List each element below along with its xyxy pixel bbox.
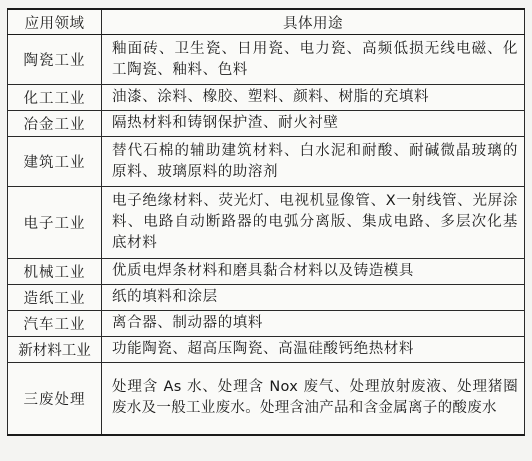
table-row — [8, 111, 525, 137]
row-usage: 隔热材料和铸钢保护渣、耐火衬壁 — [102, 111, 525, 137]
table-row — [8, 363, 525, 435]
row-usage: 离合器、制动器的填料 — [102, 311, 525, 337]
row-usage: 纸的填料和涂层 — [102, 285, 525, 311]
row-usage: 电子绝缘材料、荧光灯、电视机显像管、X一射线管、光屏涂料、电路自动断路器的电弧分离版、集成电路、多层次化基底材料 — [102, 187, 525, 259]
table-row — [8, 259, 525, 285]
table-row — [8, 35, 525, 85]
table-row — [8, 187, 525, 259]
row-domain: 造纸工业 — [8, 285, 102, 311]
row-usage: 优质电焊条材料和磨具黏合材料以及铸造模具 — [102, 259, 525, 285]
table-row — [8, 137, 525, 187]
application-table-container — [7, 8, 524, 436]
table-row — [8, 311, 525, 337]
application-table — [7, 8, 525, 436]
row-usage: 油漆、涂料、橡胶、塑料、颜料、树脂的充填料 — [102, 85, 525, 111]
row-domain: 汽车工业 — [8, 311, 102, 337]
row-usage: 处理含 As 水、处理含 Nox 废气、处理放射废液、处理猪圈废水及一般工业废水。处理含油产品和含金属离子的酸废水 — [102, 363, 525, 435]
row-usage: 替代石棉的辅助建筑材料、白水泥和耐酸、耐碱微晶玻璃的原料、玻璃原料的助溶剂 — [102, 137, 525, 187]
row-domain: 化工工业 — [8, 85, 102, 111]
table-header-row — [8, 9, 525, 35]
row-domain: 陶瓷工业 — [8, 35, 102, 85]
header-usage: 具体用途 — [102, 9, 525, 35]
row-domain: 建筑工业 — [8, 137, 102, 187]
table-row — [8, 285, 525, 311]
row-domain: 三废处理 — [8, 363, 102, 435]
row-domain: 冶金工业 — [8, 111, 102, 137]
row-domain: 机械工业 — [8, 259, 102, 285]
row-usage: 釉面砖、卫生瓷、日用瓷、电力瓷、高频低损无线电磁、化工陶瓷、釉料、色料 — [102, 35, 525, 85]
table-row — [8, 85, 525, 111]
table-row — [8, 337, 525, 363]
row-domain: 电子工业 — [8, 187, 102, 259]
row-domain: 新材料工业 — [8, 337, 102, 363]
row-usage: 功能陶瓷、超高压陶瓷、高温硅酸钙绝热材料 — [102, 337, 525, 363]
header-domain: 应用领域 — [8, 9, 102, 35]
